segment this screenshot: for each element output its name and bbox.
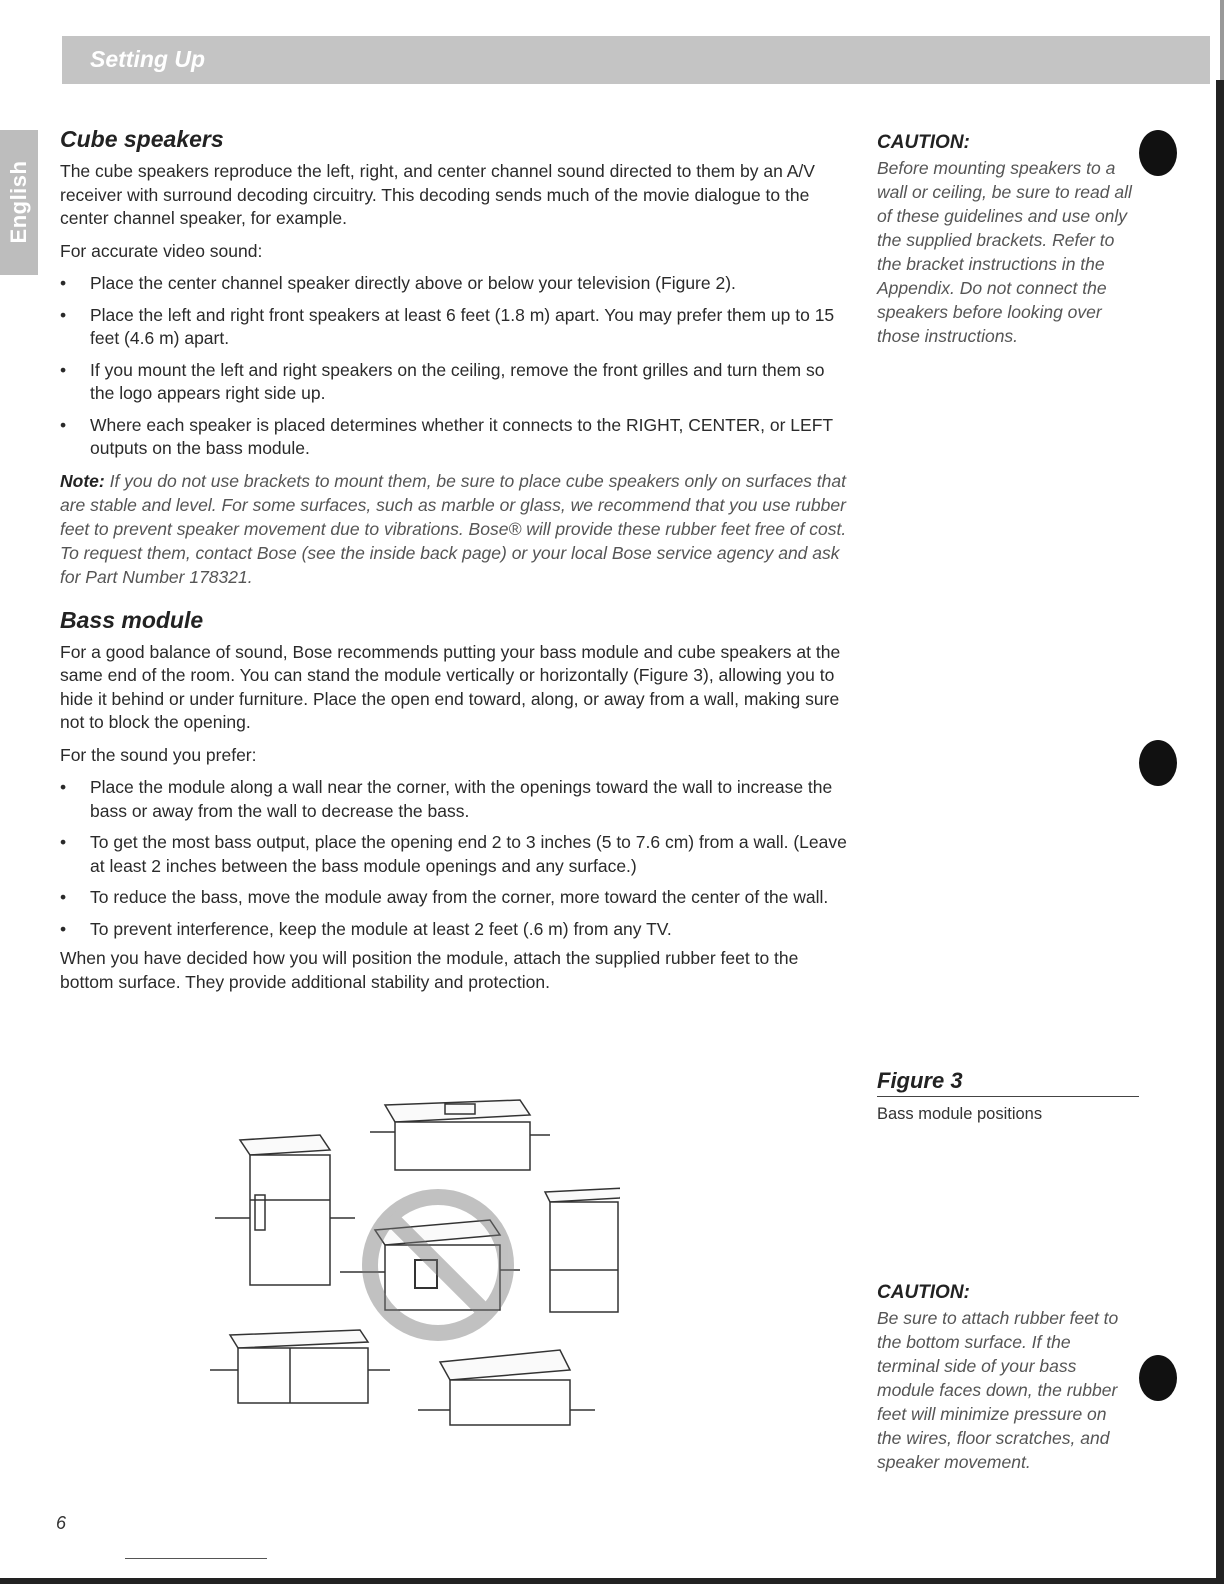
list-item: • Place the module along a wall near the corner, with the openings toward the wall to increase the bass or away from the wall to decrease the bass.: [60, 776, 850, 823]
caution-box-rubber-feet: [877, 1282, 1147, 1474]
cube-bullet-list: [60, 272, 850, 461]
bass-module-positions-illustration: [200, 1080, 620, 1440]
bottom-edge: [0, 1578, 1224, 1584]
bass-closing: When you have decided how you will position the module, attach the supplied rubber feet to the bottom surface. They provide additional stability and protection.: [60, 948, 799, 992]
figure-caption-block: [877, 1068, 1147, 1124]
list-item: • Where each speaker is placed determines whether it connects to the RIGHT, CENTER, or LEFT outputs on the bass module.: [60, 414, 850, 461]
module-horizontal-bottom-left: [210, 1330, 390, 1403]
list-item: • To get the most bass output, place the opening end 2 to 3 inches (5 to 7.6 cm) from a wall. (Leave at least 2 inches between the bass module openings and any surface.): [60, 831, 850, 878]
module-vertical-right: [545, 1188, 620, 1312]
figure-caption: Bass module positions: [877, 1105, 1043, 1123]
punch-hole-bottom: [1139, 1355, 1177, 1401]
caution-box-mounting: [877, 132, 1147, 348]
bass-module-heading: Bass module: [60, 606, 204, 633]
module-horizontal-bottom-right: [418, 1350, 595, 1425]
section-title: Setting Up: [90, 46, 205, 72]
page-number: 6: [56, 1513, 67, 1533]
list-item: • To prevent interference, keep the module at least 2 feet (.6 m) from any TV.: [60, 918, 850, 942]
figure-title: Figure 3: [877, 1068, 1139, 1097]
caution-heading: CAUTION:: [877, 1282, 970, 1303]
main-column: [60, 126, 850, 994]
punch-hole-top: [1139, 130, 1177, 176]
note-label: Note:: [60, 470, 105, 491]
footer-rule: [125, 1558, 267, 1559]
list-item: • If you mount the left and right speakers on the ceiling, remove the front grilles and turn them so the logo appears right side up.: [60, 359, 850, 406]
cube-note: [60, 469, 850, 589]
module-horizontal-top: [370, 1100, 550, 1170]
list-item: • Place the center channel speaker directly above or below your television (Figure 2).: [60, 272, 850, 296]
bass-intro: For a good balance of sound, Bose recommends putting your bass module and cube speakers at the same end of the room. You can stand the module vertically or horizontally (Figure 3), allowing you to hide it behind or under furniture. Place the open end toward, along, or away from a wall, making sure not to block the opening.: [60, 641, 841, 732]
bass-bullet-list: [60, 776, 850, 941]
language-tab-label: English: [6, 160, 31, 244]
list-item: • Place the left and right front speakers at least 6 feet (1.8 m) apart. You may prefer them up to 15 feet (4.6 m) apart.: [60, 304, 850, 351]
page-edge: [1206, 0, 1224, 1584]
cube-intro: The cube speakers reproduce the left, right, and center channel sound directed to them by an A/V receiver with surround decoding circuitry. This decoding sends much of the movie dialogue to the center channel speaker, for example.: [60, 161, 815, 228]
language-tab: [0, 130, 38, 275]
list-item: • To reduce the bass, move the module away from the corner, more toward the center of the wall.: [60, 886, 850, 910]
section-header-bar: [62, 36, 1210, 84]
caution-text: Be sure to attach rubber feet to the bottom surface. If the terminal side of your bass module faces down, the rubber feet will minimize pressure on the wires, floor scratches, and speaker movement.: [877, 1308, 1119, 1472]
cube-lead: For accurate video sound:: [60, 240, 263, 261]
caution-heading: CAUTION:: [877, 132, 970, 153]
note-text: If you do not use brackets to mount them, be sure to place cube speakers only on surfaces that are stable and level. For some surfaces, such as marble or glass, we recommend that you use rubber feet to prevent speaker movement due to vibrations. Bose® will provide these rubber feet free of cost. To request them, contact Bose (see the inside back page) or your local Bose service agency and ask for Part Number 178321.: [60, 470, 847, 587]
module-vertical-left: [215, 1135, 355, 1285]
bass-lead: For the sound you prefer:: [60, 744, 257, 765]
cube-speakers-heading: Cube speakers: [60, 126, 224, 152]
caution-text: Before mounting speakers to a wall or ceiling, be sure to read all of these guidelines and use only the supplied brackets. Refer to the bracket instructions in the Appendix. Do not connect the speakers before looking over those instructions.: [877, 158, 1132, 346]
punch-hole-middle: [1139, 740, 1177, 786]
